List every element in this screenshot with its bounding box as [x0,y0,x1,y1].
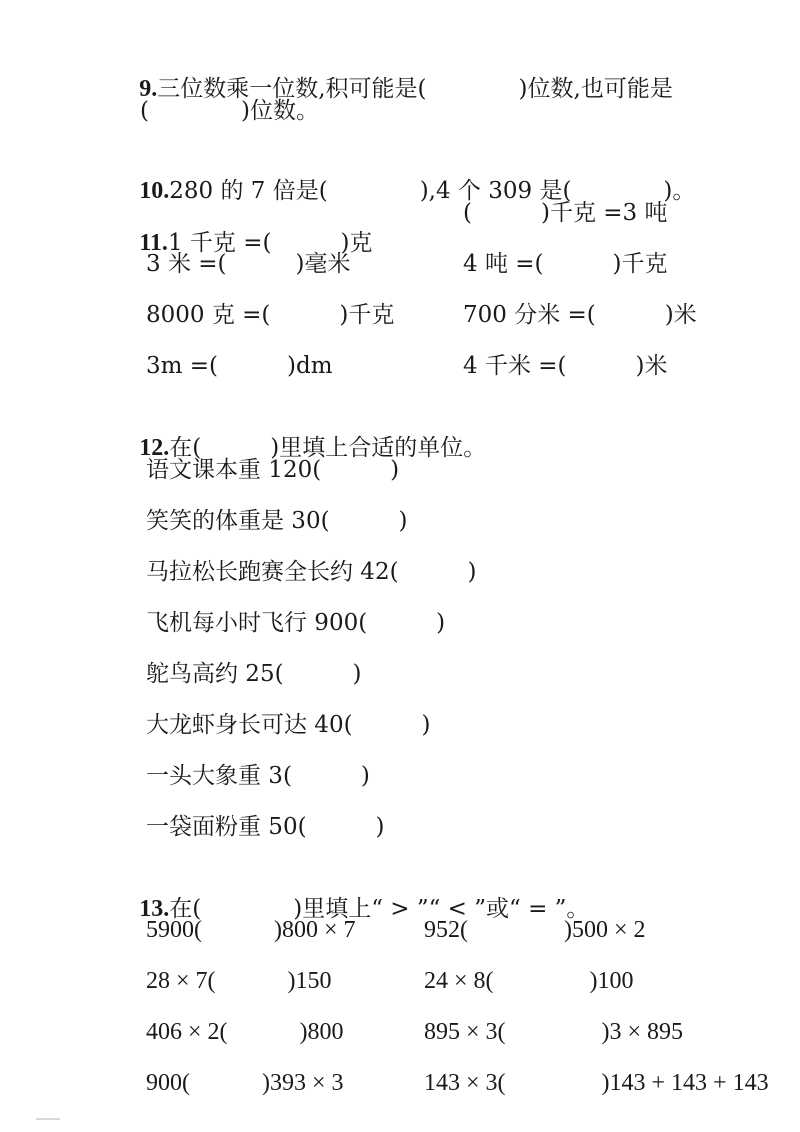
unit-conversion-item: 8000 克 =( )千克 [146,302,395,328]
page-footer-mark [36,1118,60,1120]
comparison-item: 895 × 3( )3 × 895 [424,1019,684,1045]
unit-fill-item: 笑笑的体重是 30( ) [146,508,408,534]
unit-fill-item: 大龙虾身长可达 40( ) [146,712,431,738]
question-10-text: 280 的 7 倍是( ),4 个 309 是( )。 [169,178,696,204]
question-9-text: 三位数乘一位数,积可能是( )位数,也可能是 [157,76,673,102]
unit-conversion-item: 700 分米 =( )米 [463,302,697,328]
unit-fill-item: 一袋面粉重 50( ) [146,814,385,840]
unit-fill-item: 鸵鸟高约 25( ) [146,661,362,687]
unit-conversion-item: 3m =( )dm [146,353,333,379]
comparison-item: 143 × 3( )143 + 143 + 143 [424,1070,769,1096]
comparison-item: 5900( )800 × 7 [146,917,356,943]
question-12-number: 12. [139,435,170,461]
question-9-number: 9. [139,76,158,102]
question-11-number: 11. [139,230,168,256]
comparison-item: 406 × 2( )800 [146,1019,344,1045]
unit-fill-item: 飞机每小时飞行 900( ) [146,610,446,636]
comparison-item: 28 × 7( )150 [146,968,332,994]
question-13-number: 13. [139,896,170,922]
question-10-number: 10. [139,178,170,204]
comparison-item: 900( )393 × 3 [146,1070,344,1096]
unit-conversion-item: 3 米 =( )毫米 [146,251,351,277]
question-9-line-2: ( )位数。 [140,98,319,124]
unit-fill-item: 马拉松长跑赛全长约 42( ) [146,559,477,585]
comparison-item: 952( )500 × 2 [424,917,646,943]
question-13-text: 在( )里填上“ > ”“ < ”或“ = ”。 [169,896,590,922]
unit-conversion-item: 4 千米 =( )米 [463,353,668,379]
unit-conversion-item: 1 千克 =( )克 [167,230,373,256]
unit-fill-item: 一头大象重 3( ) [146,763,370,789]
unit-fill-item: 语文课本重 120( ) [146,457,400,483]
question-12-text: 在( )里填上合适的单位。 [169,435,487,461]
comparison-item: 24 × 8( )100 [424,968,634,994]
unit-conversion-item: 4 吨 =( )千克 [463,251,668,277]
unit-conversion-item: ( )千克 =3 吨 [463,200,668,226]
